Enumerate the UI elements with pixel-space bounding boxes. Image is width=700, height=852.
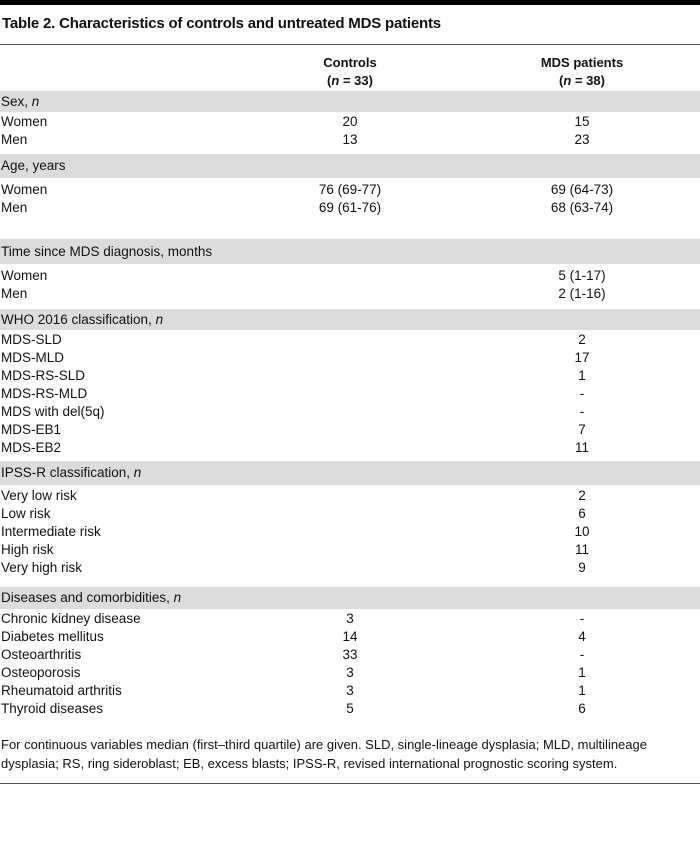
table-row bbox=[0, 131, 700, 149]
table-row bbox=[0, 403, 700, 421]
cell-mds: - bbox=[579, 386, 585, 401]
row-label: Osteoporosis bbox=[1, 665, 81, 680]
cell-mds: 4 bbox=[578, 629, 586, 644]
row-label: MDS-EB2 bbox=[1, 440, 62, 455]
cell-controls: 3 bbox=[346, 611, 354, 626]
cell-mds: 68 (63-74) bbox=[550, 200, 614, 215]
cell-controls: 13 bbox=[342, 132, 358, 147]
row-label: Osteoarthritis bbox=[1, 647, 82, 662]
row-label: Very high risk bbox=[1, 560, 83, 575]
cell-mds: 15 bbox=[574, 114, 590, 129]
cell-mds: 11 bbox=[574, 542, 589, 557]
cell-mds: - bbox=[579, 647, 585, 662]
table-row bbox=[0, 113, 700, 131]
section-header bbox=[0, 461, 700, 485]
table-row bbox=[0, 385, 700, 403]
cell-mds: 2 bbox=[578, 488, 586, 503]
row-label: Rheumatoid arthritis bbox=[1, 683, 122, 698]
cell-mds: 6 bbox=[578, 701, 586, 716]
row-label: MDS-RS-SLD bbox=[1, 368, 86, 383]
row-label: Thyroid diseases bbox=[1, 701, 104, 716]
table-row bbox=[0, 487, 700, 505]
table-row bbox=[0, 664, 700, 682]
row-label: Low risk bbox=[1, 506, 51, 521]
table-row bbox=[0, 559, 700, 577]
cell-mds: - bbox=[579, 611, 585, 626]
table-footnote: For continuous variables median (first–third quartile) are given. SLD, single-lineage dysplasia; MLD, multilineage dysplasia; RS, ring sideroblast; EB, excess blasts; IPSS-R, revised international prognostic scoring system. bbox=[1, 737, 647, 771]
table-row bbox=[0, 523, 700, 541]
column-header-controls bbox=[290, 54, 410, 90]
section-header-label: Age, years bbox=[1, 158, 66, 173]
cell-controls: 69 (61-76) bbox=[318, 200, 382, 215]
table-row bbox=[0, 541, 700, 559]
section-header-label: Sex, bbox=[1, 94, 32, 109]
cell-mds: 1 bbox=[578, 368, 586, 383]
table-title: Table 2. Characteristics of controls and untreated MDS patients bbox=[2, 15, 441, 32]
cell-controls: 5 bbox=[346, 701, 354, 716]
row-label: Women bbox=[1, 268, 48, 283]
cell-controls: 76 (69-77) bbox=[318, 182, 382, 197]
table-row bbox=[0, 505, 700, 523]
section-header-label: WHO 2016 classification, bbox=[1, 312, 156, 327]
table-row bbox=[0, 700, 700, 718]
cell-mds: 23 bbox=[574, 132, 590, 147]
column-header-mds bbox=[517, 54, 647, 90]
section-header bbox=[0, 309, 700, 330]
section-header bbox=[0, 239, 700, 264]
section-header-italic: n bbox=[31, 94, 40, 109]
cell-mds: 7 bbox=[578, 422, 586, 437]
cell-mds: 5 (1-17) bbox=[558, 268, 606, 283]
title-rule bbox=[0, 44, 700, 45]
section-header bbox=[0, 154, 700, 178]
table-row bbox=[0, 439, 700, 457]
column-label: MDS patients bbox=[540, 55, 624, 70]
table-row bbox=[0, 331, 700, 349]
row-label: MDS-SLD bbox=[1, 332, 62, 347]
cell-mds: 10 bbox=[574, 524, 590, 539]
section-header-label: Time since MDS diagnosis, months bbox=[1, 244, 213, 259]
table-row bbox=[0, 628, 700, 646]
table-row bbox=[0, 349, 700, 367]
section-header bbox=[0, 91, 700, 112]
cell-controls: 33 bbox=[342, 647, 358, 662]
table-row bbox=[0, 610, 700, 628]
section-header-label: IPSS-R classification, bbox=[1, 465, 134, 480]
row-label: Very low risk bbox=[1, 488, 77, 503]
cell-mds: 6 bbox=[578, 506, 586, 521]
cell-controls: 14 bbox=[342, 629, 358, 644]
cell-mds: 2 (1-16) bbox=[558, 286, 606, 301]
cell-controls: 3 bbox=[346, 665, 354, 680]
table-row bbox=[0, 421, 700, 439]
table-row bbox=[0, 285, 700, 303]
cell-mds: - bbox=[579, 404, 585, 419]
table-row bbox=[0, 181, 700, 199]
row-label: Diabetes mellitus bbox=[1, 629, 104, 644]
row-label: Men bbox=[1, 286, 28, 301]
section-header-italic: n bbox=[173, 590, 182, 605]
row-label: Women bbox=[1, 114, 48, 129]
table-row bbox=[0, 199, 700, 217]
section-header-italic: n bbox=[133, 465, 142, 480]
cell-mds: 1 bbox=[578, 683, 586, 698]
table-row bbox=[0, 682, 700, 700]
column-label: Controls bbox=[323, 55, 377, 70]
cell-mds: 9 bbox=[578, 560, 586, 575]
row-label: MDS-RS-MLD bbox=[1, 386, 88, 401]
top-bar bbox=[0, 0, 700, 5]
table-row bbox=[0, 367, 700, 385]
row-label: MDS-EB1 bbox=[1, 422, 62, 437]
bottom-rule bbox=[0, 783, 700, 784]
row-label: Women bbox=[1, 182, 48, 197]
cell-mds: 2 bbox=[578, 332, 586, 347]
cell-mds: 1 bbox=[578, 665, 586, 680]
cell-controls: 20 bbox=[342, 114, 358, 129]
column-n: (n = 38) bbox=[559, 73, 605, 88]
section-header-label: Diseases and comorbidities, bbox=[1, 590, 174, 605]
row-label: High risk bbox=[1, 542, 54, 557]
row-label: MDS with del(5q) bbox=[1, 404, 105, 419]
row-label: Chronic kidney disease bbox=[1, 611, 141, 626]
cell-mds: 69 (64-73) bbox=[550, 182, 614, 197]
table-row bbox=[0, 267, 700, 285]
column-n: (n = 33) bbox=[327, 73, 373, 88]
cell-mds: 17 bbox=[574, 350, 590, 365]
cell-mds: 11 bbox=[574, 440, 589, 455]
cell-controls: 3 bbox=[346, 683, 354, 698]
section-header bbox=[0, 587, 700, 609]
table-row bbox=[0, 646, 700, 664]
row-label: Men bbox=[1, 132, 28, 147]
row-label: Men bbox=[1, 200, 28, 215]
section-header-italic: n bbox=[155, 312, 164, 327]
row-label: MDS-MLD bbox=[1, 350, 64, 365]
row-label: Intermediate risk bbox=[1, 524, 101, 539]
